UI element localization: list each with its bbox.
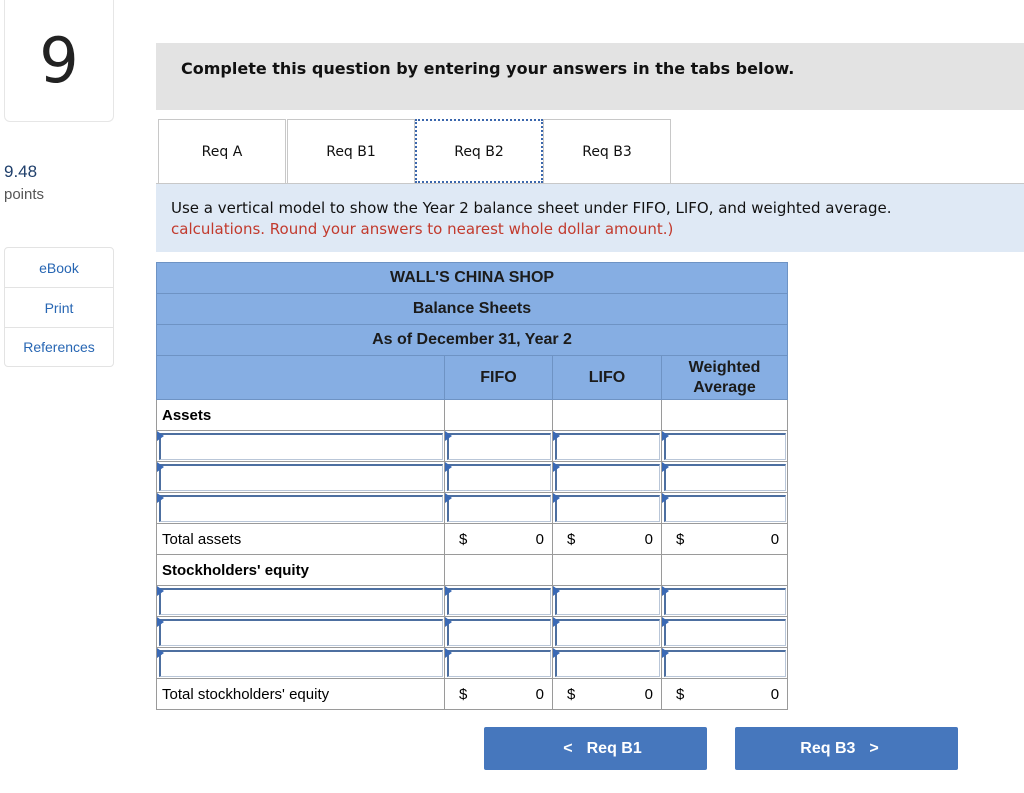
resource-links	[4, 247, 114, 367]
input-marker-icon	[662, 648, 669, 658]
amount-value: 0	[770, 531, 780, 548]
total-equity-label: Total stockholders' equity	[157, 679, 445, 710]
total-assets-fifo	[445, 524, 553, 555]
input-marker-icon	[445, 648, 452, 658]
instruction-text: Use a vertical model to show the Year 2 balance sheet under FIFO, LIFO, and weighted average.	[171, 199, 892, 217]
input-marker-icon	[445, 493, 452, 503]
tab-req-b3[interactable]	[543, 119, 671, 183]
total-equity-fifo	[445, 679, 553, 710]
balance-sheet-table	[156, 262, 788, 710]
equity-account-select[interactable]	[157, 617, 445, 648]
references-link[interactable]: References	[23, 339, 95, 355]
input-marker-icon	[445, 617, 452, 627]
input-marker-icon	[553, 462, 560, 472]
instruction-panel	[156, 184, 1024, 252]
input-marker-icon	[445, 462, 452, 472]
dropdown-arrow-icon	[157, 431, 164, 441]
currency-symbol: $	[567, 686, 576, 703]
input-marker-icon	[662, 431, 669, 441]
blank-cell	[662, 555, 788, 586]
fifo-amount-input[interactable]	[445, 586, 553, 617]
points-value: 9.48	[4, 162, 38, 181]
amount-value: 0	[535, 531, 544, 548]
chevron-left-icon: <	[563, 739, 573, 757]
dropdown-arrow-icon	[157, 493, 164, 503]
currency-symbol: $	[676, 531, 685, 548]
weighted-amount-input[interactable]	[662, 493, 788, 524]
blank-cell	[553, 400, 662, 431]
weighted-amount-input[interactable]	[662, 648, 788, 679]
total-equity-weighted	[662, 679, 788, 710]
tab-label: Req A	[201, 144, 243, 160]
column-header-weighted-average: Weighted Average	[662, 356, 788, 400]
total-assets-lifo	[553, 524, 662, 555]
blank-cell	[445, 400, 553, 431]
lifo-amount-input[interactable]	[553, 648, 662, 679]
asset-account-select[interactable]	[157, 462, 445, 493]
total-assets-label: Total assets	[157, 524, 445, 555]
lifo-amount-input[interactable]	[553, 617, 662, 648]
amount-value: 0	[770, 686, 780, 703]
input-marker-icon	[662, 586, 669, 596]
tab-req-b1[interactable]	[287, 119, 415, 183]
input-marker-icon	[662, 617, 669, 627]
input-marker-icon	[553, 586, 560, 596]
statement-date: As of December 31, Year 2	[157, 325, 788, 356]
currency-symbol: $	[567, 531, 576, 548]
instruction-note: calculations. Round your answers to nearest whole dollar amount.)	[171, 220, 674, 238]
input-marker-icon	[553, 617, 560, 627]
tab-req-a[interactable]	[158, 119, 286, 183]
question-number: 9	[4, 0, 114, 122]
lifo-amount-input[interactable]	[553, 462, 662, 493]
blank-cell	[445, 555, 553, 586]
question-header	[156, 43, 1024, 110]
dropdown-arrow-icon	[157, 617, 164, 627]
points-label: points	[4, 186, 45, 203]
total-assets-weighted	[662, 524, 788, 555]
weighted-amount-input[interactable]	[662, 431, 788, 462]
lifo-amount-input[interactable]	[553, 586, 662, 617]
assets-section-label: Assets	[157, 400, 445, 431]
company-name: WALL'S CHINA SHOP	[157, 263, 788, 294]
dropdown-arrow-icon	[157, 586, 164, 596]
blank-cell	[553, 555, 662, 586]
input-marker-icon	[662, 462, 669, 472]
currency-symbol: $	[459, 531, 468, 548]
next-button-label: Req B3	[800, 739, 856, 757]
tab-label: Req B3	[582, 144, 632, 160]
column-header-fifo: FIFO	[445, 356, 553, 400]
print-link[interactable]: Print	[5, 288, 113, 328]
amount-value: 0	[535, 686, 544, 703]
fifo-amount-input[interactable]	[445, 617, 553, 648]
dropdown-arrow-icon	[157, 462, 164, 472]
fifo-amount-input[interactable]	[445, 648, 553, 679]
lifo-amount-input[interactable]	[553, 431, 662, 462]
input-marker-icon	[553, 431, 560, 441]
fifo-amount-input[interactable]	[445, 493, 553, 524]
amount-value: 0	[644, 531, 653, 548]
input-marker-icon	[553, 648, 560, 658]
tab-label: Req B1	[326, 144, 376, 160]
tab-label: Req B2	[454, 144, 504, 160]
currency-symbol: $	[676, 686, 685, 703]
input-marker-icon	[445, 586, 452, 596]
input-marker-icon	[445, 431, 452, 441]
equity-account-select[interactable]	[157, 586, 445, 617]
label-column-header	[157, 356, 445, 400]
currency-symbol: $	[459, 686, 468, 703]
statement-name: Balance Sheets	[157, 294, 788, 325]
next-req-button[interactable]	[735, 727, 958, 770]
blank-cell	[662, 400, 788, 431]
tab-req-b2[interactable]	[415, 119, 543, 183]
column-header-lifo: LIFO	[553, 356, 662, 400]
asset-account-select[interactable]	[157, 431, 445, 462]
chevron-right-icon: >	[869, 739, 879, 757]
input-marker-icon	[553, 493, 560, 503]
lifo-amount-input[interactable]	[553, 493, 662, 524]
fifo-amount-input[interactable]	[445, 431, 553, 462]
fifo-amount-input[interactable]	[445, 462, 553, 493]
equity-section-label: Stockholders' equity	[157, 555, 445, 586]
weighted-amount-input[interactable]	[662, 586, 788, 617]
input-marker-icon	[662, 493, 669, 503]
weighted-amount-input[interactable]	[662, 617, 788, 648]
ebook-link[interactable]: eBook	[5, 248, 113, 288]
dropdown-arrow-icon	[157, 648, 164, 658]
weighted-amount-input[interactable]	[662, 462, 788, 493]
previous-req-button[interactable]	[484, 727, 707, 770]
total-equity-lifo	[553, 679, 662, 710]
asset-account-select[interactable]	[157, 493, 445, 524]
equity-account-select[interactable]	[157, 648, 445, 679]
amount-value: 0	[644, 686, 653, 703]
previous-button-label: Req B1	[586, 739, 642, 757]
header-title: Complete this question by entering your answers in the tabs below.	[181, 59, 795, 78]
